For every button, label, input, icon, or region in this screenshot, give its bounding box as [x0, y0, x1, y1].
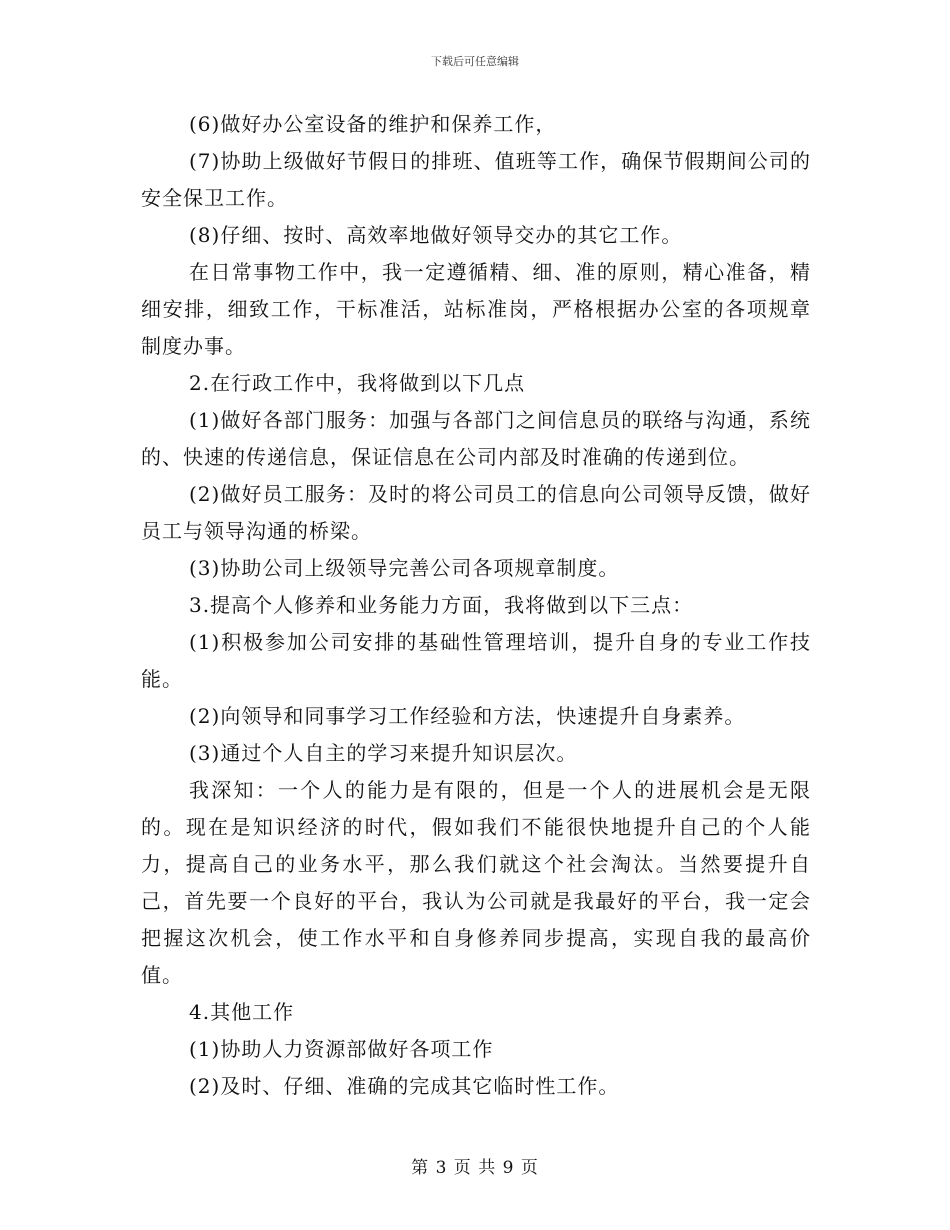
paragraph-other-1: (1)协助人力资源部做好各项工作 — [189, 1037, 494, 1061]
section-heading-4: 4.其他工作 — [189, 1000, 295, 1024]
paragraph-item-7: (7)协助上级做好节假日的排班、值班等工作，确保节假期间公司的安全保卫工作。 — [141, 149, 811, 210]
page-number-footer: 第 3 页 共 9 页 — [411, 1158, 539, 1178]
paragraph-admin-1: (1)做好各部门服务：加强与各部门之间信息员的联络与沟通，系统的、快速的传递信息，保证信息在公司内部及时准确的传递到位。 — [141, 408, 811, 469]
paragraph-reflection: 我深知：一个人的能力是有限的，但是一个人的进展机会是无限的。现在是知识经济的时代，假如我们不能很快地提升自己的个人能力，提高自己的业务水平，那么我们就这个社会淘汰。当然要提升自己，首先要一个良好的平台，我认为公司就是我最好的平台，我一定会把握这次机会，使工作水平和自身修养同步提高，实现自我的最高价值。 — [141, 778, 811, 987]
paragraph-other-2: (2)及时、仔细、准确的完成其它临时性工作。 — [189, 1074, 620, 1098]
page-header-note: 下载后可任意编辑 — [431, 55, 519, 68]
section-heading-3: 3.提高个人修养和业务能力方面，我将做到以下三点： — [189, 593, 694, 617]
paragraph-item-8: (8)仔细、按时、高效率地做好领导交办的其它工作。 — [189, 223, 683, 247]
paragraph-skill-2: (2)向领导和同事学习工作经验和方法，快速提升自身素养。 — [189, 704, 746, 728]
paragraph-skill-1: (1)积极参加公司安排的基础性管理培训，提升自身的专业工作技能。 — [141, 630, 811, 691]
document-body — [141, 106, 811, 1105]
paragraph-admin-2: (2)做好员工服务：及时的将公司员工的信息向公司领导反馈，做好员工与领导沟通的桥梁。 — [141, 482, 811, 543]
paragraph-skill-3: (3)通过个人自主的学习来提升知识层次。 — [189, 741, 578, 765]
section-heading-2: 2.在行政工作中，我将做到以下几点 — [189, 371, 526, 395]
paragraph-item-6: (6)做好办公室设备的维护和保养工作， — [189, 112, 557, 136]
paragraph-daily-work: 在日常事物工作中，我一定遵循精、细、准的原则，精心准备，精细安排，细致工作，干标准活，站标准岗，严格根据办公室的各项规章制度办事。 — [141, 260, 811, 358]
paragraph-admin-3: (3)协助公司上级领导完善公司各项规章制度。 — [189, 556, 620, 580]
